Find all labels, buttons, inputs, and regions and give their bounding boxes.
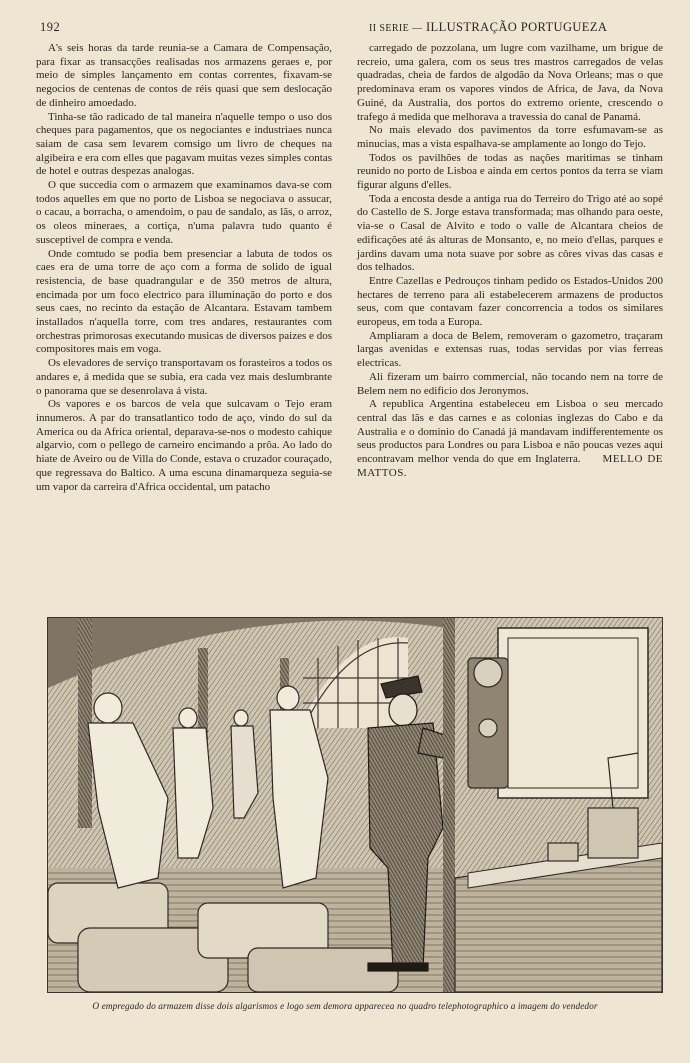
article-paragraph: A's seis horas da tarde reunia-se a Camara de Compensação, para fixar as transacções realisadas nos armazens geraes e, por meio de simples lançamento em contas correntes, fixavam-se negocios de centenas de contos de réis quasi que sem deslocação de dinheiro amoedado. [36,42,332,109]
article-left-column [36,42,332,494]
article-paragraph: A republica Argentina estabeleceu em Lisboa o seu mercado central das lãs e das carnes e as colonias inglezas do Cabo e da Australia e o dominio do Canadá já mandavam indifferentemente os seus productos para Londres ou para Lisboa e não poucas vezes aqui encontravam melhor venda do que em Inglaterra. MELLO DE MATTOS. [357,398,664,479]
figure-caption: O empregado do armazem disse dois algarismos e logo sem demora apparecea no quadro telephotographico a imagem do vendedor [92,1002,598,1012]
article-paragraph: Tinha-se tão radicado de tal maneira n'aquelle tempo o uso dos cheques para pagamentos, que os negociantes e industriaes nunca saiam de casa sem levarem comsigo um livro de cheques na algibeira e era com elles que pagavam muitas vezes simples contas de hotel e outras despezas analogas. [36,110,332,178]
article-paragraph: Toda a encosta desde a antiga rua do Terreiro do Trigo até ao sopé do Castello de S. Jorge estava transformada; mas olhando para oeste, via-se o Casal de Alvito e todo o valle de Alcantara cheios de edificações até ás alturas de Monsanto, e, no meio d'ellas, parques e jardins davam uma nota suave por sobre as côres vivas das casas e dos telhados. [357,192,663,274]
article-right-column [357,42,663,481]
article-paragraph: O que succedia com o armazem que examinamos dava-se com todos aquelles em que no porto de Lisboa se negociava o assucar, o cacau, a borracha, o amendoim, o pau de sandalo, as lãs, o arroz, os oleos mineraes, a cortiça, n'uma palavra tudo quanto é susceptivel de compra e venda. [36,179,332,246]
article-paragraph: Os elevadores de serviço transportavam os forasteiros a todos os andares e, á medida que se subia, era cada vez mais deslumbrante o panorama que se desenrolava á vista. [36,357,332,397]
engraving-drawing [48,618,662,992]
article-paragraph: carregado de pozzolana, um lugre com vazilhame, um brigue de recreio, uma galera, com os seus tres mastros carregados de velas quadradas, cheia de fardos de algodão da Nova Orleans; mas o que predominava eram os vapores vindos de Africa, de Java, da Nova Guiné, da Australia, dos portos do extremo oriente, crescendo o trafego á medida que melhorava a travessia do canal de Panamá. [357,42,663,123]
article-paragraph: Todos os pavilhões de todas as nações maritimas se tinham reunido no porto de Lisboa e ainda em certos pontos da terra se viam figurar alguns d'elles. [357,151,663,192]
running-head-title: ILLUSTRAÇÃO PORTUGUEZA [425,20,608,34]
running-head-series: II SERIE — [369,23,423,34]
article-paragraph: Onde comtudo se podia bem presenciar a labuta de todos os caes era de uma torre de aço com a forma de solido de igual resistencia, de base quadrangular e de 350 metros de altura, encimada por um foco electrico para illuminação do porto e dos seus caes, no recinto da estação de Alcantara. Estavam tambem installados n'aquella torre, com tres andares, restaurantes com orchestras primorosas executando musicas de diversos paizes e dos compositores mais em voga. [36,247,332,356]
running-head [369,20,607,35]
engraving-illustration [47,617,663,993]
article-paragraph: Entre Cazellas e Pedrouços tinham pedido os Estados-Unidos 200 hectares de terreno para ali estabelecerem armazens de productos seus, com que contavam fazer concorrencia a todos os similares europeus, em toda a Europa. [357,274,663,329]
article-paragraph: No mais elevado dos pavimentos da torre esfumavam-se as minucias, mas a vista espalhava-se amplamente ao longo do Tejo. [357,124,663,150]
author-signature: MELLO DE MATTOS. [357,453,664,479]
page-number: 192 [40,20,61,34]
article-paragraph: Os vapores e os barcos de vela que sulcavam o Tejo eram innumeros. A par do transatlantico todo de aço, vindo do sul da America ou da Africa oriental, deparava-se-nos o modesto cahique algarvio, com o pellego de carneiro encimando a prôa. Ao lado do hiate de Aveiro ou de Villa do Conde, estava o cruzador couraçado, que regressava do Baltico. A uma escuna dinamarqueza seguia-se um vapor da carreira d'Africa occidental, um patacho [36,398,332,493]
article-paragraph: Ali fizeram um bairro commercial, não tocando nem na torre de Belem nem no edificio dos Jeronymos. [357,370,663,397]
article-paragraph: Ampliaram a doca de Belem, removeram o gazometro, traçaram largas avenidas e extensas ruas, todas servidas por vias ferreas electricas. [357,329,663,370]
